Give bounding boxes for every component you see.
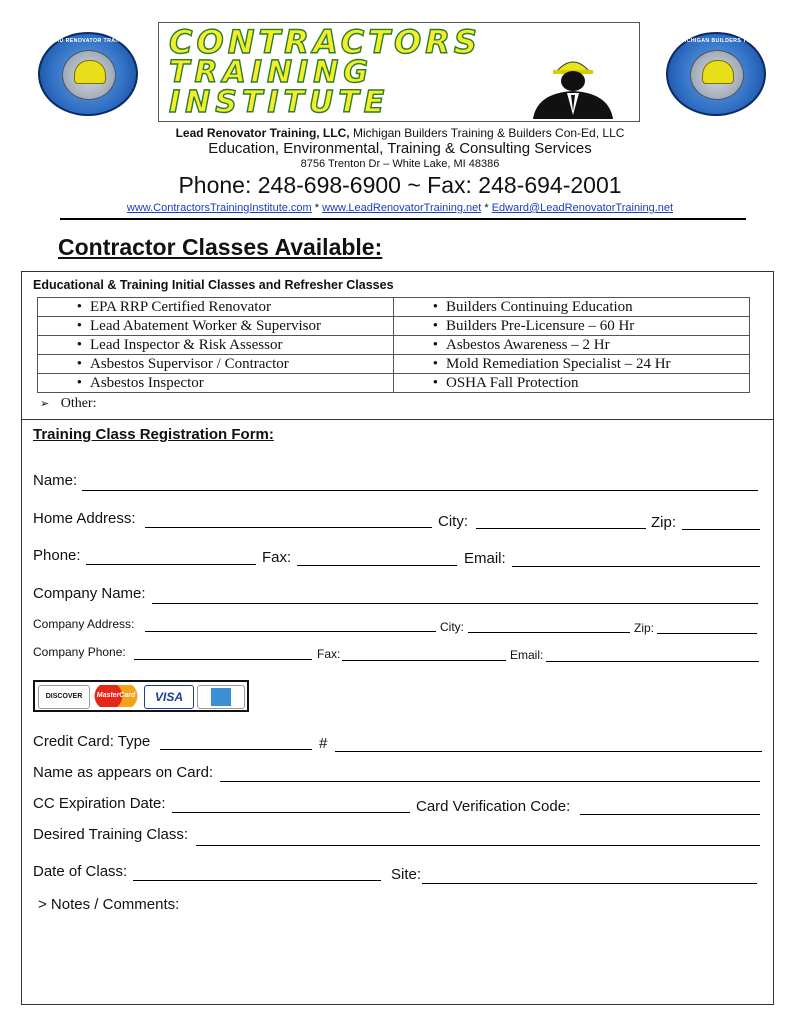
notes-label: > Notes / Comments:: [38, 896, 180, 913]
home-address-label: Home Address:: [33, 510, 136, 527]
cvc-field[interactable]: [580, 814, 760, 815]
company-fax-label: Fax:: [317, 647, 341, 661]
table-row: [38, 298, 750, 317]
class-cell: • Lead Abatement Worker & Supervisor: [38, 317, 394, 336]
links-line: [0, 202, 800, 214]
separator: *: [481, 202, 492, 214]
class-cell: • Asbestos Supervisor / Contractor: [38, 355, 394, 374]
cvc-label: Card Verification Code:: [416, 798, 571, 815]
zip-field[interactable]: [682, 529, 760, 530]
company-email-field[interactable]: [546, 661, 759, 662]
home-address-field[interactable]: [145, 527, 432, 528]
separator: *: [311, 202, 323, 214]
notes-area[interactable]: [30, 918, 765, 998]
company-line: [0, 126, 800, 140]
email-field[interactable]: [512, 566, 760, 567]
arrow-icon: ➢: [40, 397, 50, 410]
badge-right-text: MICHIGAN BUILDERS TRAINING: [680, 38, 772, 44]
website-link-2[interactable]: www.LeadRenovatorTraining.net: [322, 202, 482, 214]
site-label: Site:: [391, 866, 422, 883]
company-phone-label: Company Phone:: [33, 645, 126, 659]
class-item: OSHA Fall Protection: [446, 374, 579, 391]
class-item: Builders Pre-Licensure – 60 Hr: [446, 317, 635, 334]
company-name-field[interactable]: [152, 603, 758, 604]
michigan-builders-badge: [666, 32, 772, 116]
cc-expiration-label: CC Expiration Date:: [33, 795, 166, 812]
box-divider: [21, 419, 774, 420]
section-title: Contractor Classes Available:: [58, 234, 383, 260]
phone-label: Phone:: [33, 547, 81, 564]
name-on-card-field[interactable]: [220, 781, 760, 782]
american-express-card-icon: [197, 685, 245, 709]
desired-class-field[interactable]: [196, 845, 760, 846]
city-label: City:: [438, 513, 468, 530]
class-cell: • Asbestos Awareness – 2 Hr: [394, 336, 750, 355]
class-item: Lead Inspector & Risk Assessor: [90, 336, 283, 353]
phone-field[interactable]: [86, 564, 256, 565]
other-label: Other:: [60, 396, 97, 411]
class-cell: • Lead Inspector & Risk Assessor: [38, 336, 394, 355]
classes-subtitle: Educational & Training Initial Classes and Refresher Classes: [33, 278, 394, 292]
header-divider: [60, 218, 746, 220]
lead-renovator-badge: [38, 32, 147, 116]
date-of-class-label: Date of Class:: [33, 863, 128, 880]
visa-card-icon: VISA: [144, 685, 194, 709]
hard-hat-icon: [74, 60, 106, 84]
name-on-card-label: Name as appears on Card:: [33, 764, 214, 781]
class-cell: • Builders Pre-Licensure – 60 Hr: [394, 317, 750, 336]
address-line: 8756 Trenton Dr – White Lake, MI 48386: [300, 158, 500, 170]
company-name-bold: Lead Renovator Training, LLC,: [175, 126, 350, 140]
logo-line-3: INSTITUTE: [169, 85, 390, 120]
email-label: Email:: [464, 550, 506, 567]
class-cell: • Builders Continuing Education: [394, 298, 750, 317]
table-row: [38, 317, 750, 336]
class-cell: • OSHA Fall Protection: [394, 374, 750, 393]
class-item: Lead Abatement Worker & Supervisor: [90, 317, 321, 334]
email-link[interactable]: Edward@LeadRenovatorTraining.net: [491, 202, 674, 214]
class-item: Asbestos Inspector: [90, 374, 204, 391]
company-logo: [158, 22, 640, 122]
fax-label: Fax:: [262, 549, 292, 566]
company-city-field[interactable]: [468, 632, 630, 633]
class-item: EPA RRP Certified Renovator: [90, 298, 271, 315]
table-row: [38, 355, 750, 374]
class-item: Asbestos Supervisor / Contractor: [90, 355, 289, 372]
other-row: [40, 396, 96, 412]
company-phone-field[interactable]: [134, 659, 312, 660]
mastercard-icon: MasterCard: [91, 685, 141, 707]
logo-line-2: TRAINING: [169, 55, 373, 90]
construction-worker-icon: [527, 53, 619, 119]
desired-class-label: Desired Training Class:: [33, 826, 189, 843]
form-title: Training Class Registration Form:: [33, 426, 274, 443]
class-cell: • Mold Remediation Specialist – 24 Hr: [394, 355, 750, 374]
city-field[interactable]: [476, 528, 646, 529]
company-name-label: Company Name:: [33, 585, 146, 602]
class-cell: • Asbestos Inspector: [38, 374, 394, 393]
hard-hat-icon: [702, 60, 734, 84]
class-item: Asbestos Awareness – 2 Hr: [446, 336, 610, 353]
credit-card-type-label: Credit Card: Type: [33, 733, 151, 750]
class-item: Mold Remediation Specialist – 24 Hr: [446, 355, 671, 372]
class-item: Builders Continuing Education: [446, 298, 633, 315]
company-address-label: Company Address:: [33, 617, 135, 631]
company-address-field[interactable]: [145, 631, 436, 632]
badge-left-text: LEAD RENOVATOR TRAINING, LLC: [48, 38, 147, 44]
name-field[interactable]: [82, 490, 758, 491]
table-row: [38, 336, 750, 355]
logo-line-1: CONTRACTORS: [169, 23, 481, 61]
phone-fax-line: Phone: 248-698-6900 ~ Fax: 248-694-2001: [178, 172, 622, 198]
company-zip-label: Zip:: [634, 621, 655, 635]
classes-table: [37, 297, 750, 393]
cc-expiration-field[interactable]: [172, 812, 410, 813]
site-field[interactable]: [422, 883, 757, 884]
company-fax-field[interactable]: [342, 660, 506, 661]
services-line: Education, Environmental, Training & Consulting Services: [208, 140, 592, 157]
company-email-label: Email:: [510, 648, 544, 662]
date-of-class-field[interactable]: [133, 880, 381, 881]
company-city-label: City:: [440, 620, 464, 634]
website-link-1[interactable]: www.ContractorsTrainingInstitute.com: [126, 202, 312, 214]
card-number-field[interactable]: [335, 751, 762, 752]
credit-card-type-field[interactable]: [160, 749, 312, 750]
table-row: [38, 374, 750, 393]
company-zip-field[interactable]: [657, 633, 757, 634]
zip-label: Zip:: [651, 514, 677, 531]
amex-logo: [211, 688, 231, 706]
card-logos: [33, 680, 249, 712]
class-cell: • EPA RRP Certified Renovator: [38, 298, 394, 317]
discover-card-icon: DISCOVER: [38, 685, 90, 709]
fax-field[interactable]: [297, 565, 457, 566]
company-name-rest: Michigan Builders Training & Builders Con-Ed, LLC: [349, 126, 625, 140]
card-number-hash: #: [319, 735, 328, 752]
name-label: Name:: [33, 472, 78, 489]
